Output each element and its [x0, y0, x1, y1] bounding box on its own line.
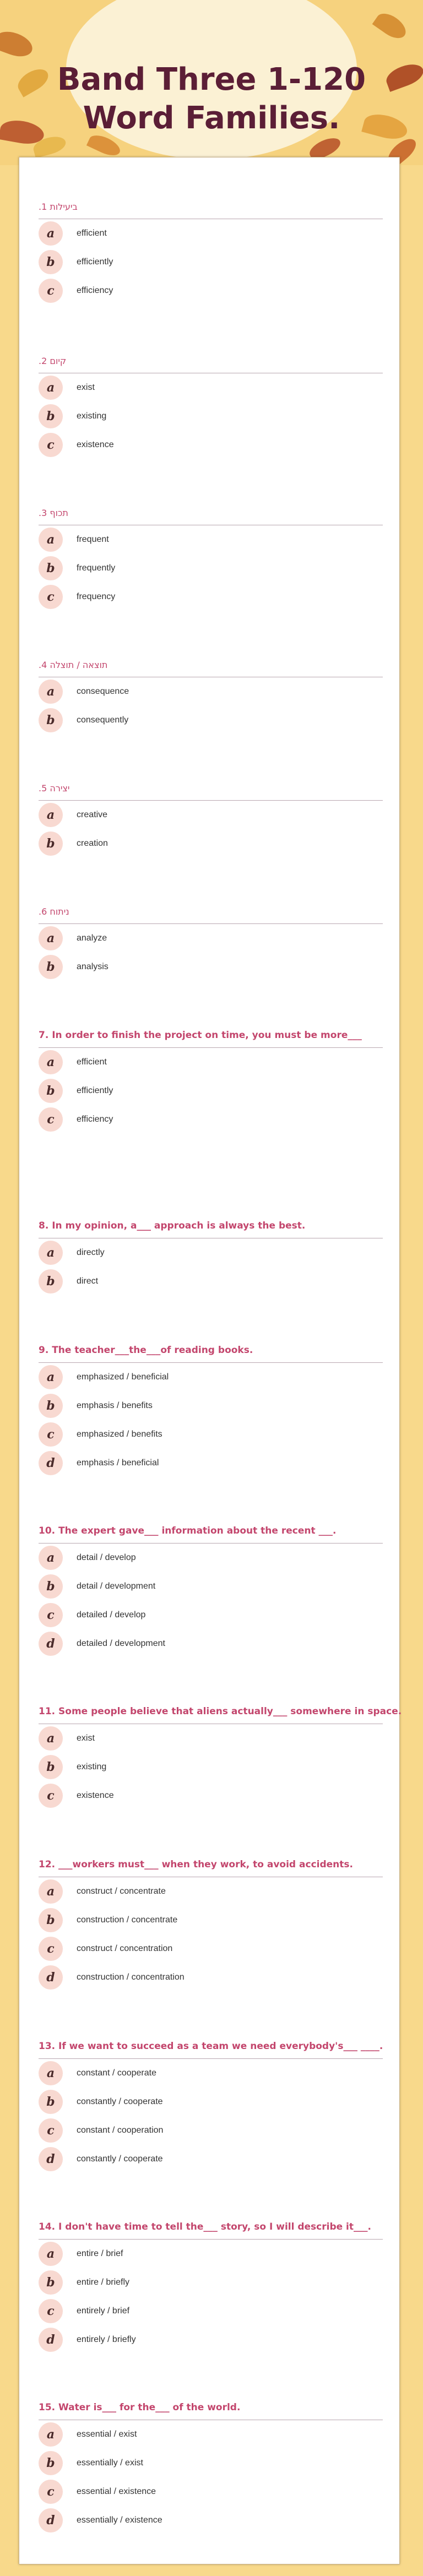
option-letter-badge: b: [39, 1908, 63, 1932]
answer-option[interactable]: [39, 2449, 383, 2477]
answer-option[interactable]: [39, 1267, 383, 1296]
option-label: frequent: [77, 535, 109, 544]
page-title: Band Three 1-120 Word Families.: [57, 62, 366, 136]
answer-option[interactable]: [39, 2420, 383, 2449]
option-letter-badge: c: [39, 1603, 63, 1627]
option-label: entire / briefly: [77, 2278, 130, 2287]
option-letter-badge: d: [39, 1965, 63, 1990]
option-letter-badge: c: [39, 1784, 63, 1808]
answer-option[interactable]: [39, 1601, 383, 1629]
question-title: 10. The expert gave___ information about the recent ___.: [39, 1525, 383, 1544]
option-letter-badge: b: [39, 1755, 63, 1779]
question-title: .2 קיום: [39, 356, 383, 373]
option-label: exist: [77, 383, 95, 392]
option-label: exist: [77, 1733, 95, 1743]
option-letter-badge: c: [39, 2118, 63, 2143]
option-letter-badge: b: [39, 2090, 63, 2114]
answer-option[interactable]: [39, 677, 383, 706]
option-letter-badge: b: [39, 1079, 63, 1103]
question-block: [39, 1345, 383, 1477]
answer-option[interactable]: [39, 1238, 383, 1267]
option-letter-badge: a: [39, 680, 63, 704]
answer-option[interactable]: [39, 248, 383, 276]
option-label: essential / exist: [77, 2430, 137, 2439]
answer-option[interactable]: [39, 2506, 383, 2535]
option-letter-badge: d: [39, 2328, 63, 2352]
question-title: 13. If we want to succeed as a team we need everybody's___ ____.: [39, 2041, 383, 2059]
option-label: construction / concentrate: [77, 1915, 178, 1925]
option-label: existing: [77, 411, 107, 421]
question-title: 8. In my opinion, a___ approach is always the best.: [39, 1220, 383, 1238]
option-letter-badge: a: [39, 1879, 63, 1904]
option-letter-badge: c: [39, 585, 63, 609]
option-letter-badge: c: [39, 433, 63, 457]
option-label: analyze: [77, 933, 107, 943]
question-title: 7. In order to finish the project on time, you must be more___: [39, 1030, 383, 1048]
option-label: construct / concentrate: [77, 1887, 166, 1896]
answer-option[interactable]: [39, 1753, 383, 1781]
quiz-card: [19, 157, 400, 2564]
answer-option[interactable]: [39, 2116, 383, 2145]
option-label: efficiency: [77, 1115, 113, 1124]
option-letter-badge: a: [39, 2422, 63, 2447]
question-block: [39, 2041, 383, 2173]
question-block: [39, 1030, 383, 1134]
question-title: .4 תוצאה / תוצלה: [39, 660, 383, 677]
question-block: [39, 2402, 383, 2535]
leaf-decoration: [372, 9, 410, 43]
option-letter-badge: c: [39, 2299, 63, 2323]
option-label: frequency: [77, 592, 116, 601]
answer-option[interactable]: [39, 1048, 383, 1077]
answer-option[interactable]: [39, 554, 383, 583]
option-letter-badge: b: [39, 708, 63, 732]
answer-option[interactable]: [39, 1449, 383, 1477]
option-label: constant / cooperate: [77, 2068, 156, 2078]
option-letter-badge: a: [39, 1241, 63, 1265]
answer-option[interactable]: [39, 2325, 383, 2354]
answer-option[interactable]: [39, 2145, 383, 2173]
option-letter-badge: b: [39, 1269, 63, 1294]
header-banner: [0, 0, 423, 165]
answer-option[interactable]: [39, 801, 383, 829]
option-letter-badge: c: [39, 2480, 63, 2504]
option-letter-badge: a: [39, 1365, 63, 1389]
option-label: detailed / development: [77, 1639, 165, 1648]
answer-option[interactable]: [39, 1077, 383, 1105]
option-letter-badge: d: [39, 1451, 63, 1475]
question-block: [39, 1525, 383, 1658]
option-label: efficiently: [77, 1086, 113, 1095]
option-letter-badge: a: [39, 926, 63, 950]
answer-option[interactable]: [39, 1934, 383, 1963]
option-label: consequently: [77, 715, 129, 725]
question-title: .3 תכוף: [39, 508, 383, 525]
answer-option[interactable]: [39, 1363, 383, 1392]
option-label: constantly / cooperate: [77, 2097, 163, 2106]
option-label: consequence: [77, 687, 129, 696]
option-label: analysis: [77, 962, 109, 971]
option-letter-badge: c: [39, 1937, 63, 1961]
option-letter-badge: b: [39, 832, 63, 856]
answer-option[interactable]: [39, 2297, 383, 2325]
answer-option[interactable]: [39, 2268, 383, 2297]
answer-option[interactable]: [39, 402, 383, 431]
question-block: [39, 660, 383, 735]
option-label: entirely / brief: [77, 2306, 130, 2316]
answer-option[interactable]: [39, 706, 383, 735]
question-block: [39, 1220, 383, 1296]
option-label: construction / concentration: [77, 1972, 185, 1982]
question-block: [39, 508, 383, 611]
answer-option[interactable]: [39, 2240, 383, 2268]
answer-option[interactable]: [39, 1724, 383, 1753]
answer-option[interactable]: [39, 924, 383, 953]
option-letter-badge: b: [39, 2451, 63, 2475]
option-letter-badge: a: [39, 2061, 63, 2085]
option-letter-badge: b: [39, 1394, 63, 1418]
option-letter-badge: c: [39, 1422, 63, 1447]
option-letter-badge: d: [39, 2508, 63, 2532]
answer-option[interactable]: [39, 219, 383, 248]
answer-option[interactable]: [39, 1392, 383, 1420]
option-letter-badge: c: [39, 279, 63, 303]
answer-option[interactable]: [39, 1420, 383, 1449]
answer-option[interactable]: [39, 1544, 383, 1572]
option-letter-badge: b: [39, 2270, 63, 2295]
option-label: creative: [77, 810, 108, 819]
option-label: essentially / exist: [77, 2458, 143, 2468]
option-label: emphasized / benefits: [77, 1430, 162, 1439]
option-letter-badge: b: [39, 404, 63, 428]
option-letter-badge: b: [39, 556, 63, 580]
question-block: [39, 1859, 383, 1992]
option-label: essential / existence: [77, 2487, 156, 2496]
option-letter-badge: a: [39, 1546, 63, 1570]
option-letter-badge: b: [39, 955, 63, 979]
option-label: entirely / briefly: [77, 2335, 136, 2344]
option-label: emphasis / benefits: [77, 1401, 153, 1410]
option-label: construct / concentration: [77, 1944, 173, 1953]
answer-option[interactable]: [39, 1906, 383, 1934]
option-letter-badge: a: [39, 221, 63, 246]
answer-option[interactable]: [39, 2088, 383, 2116]
answer-option[interactable]: [39, 1629, 383, 1658]
option-label: constantly / cooperate: [77, 2154, 163, 2164]
option-letter-badge: d: [39, 2147, 63, 2171]
answer-option[interactable]: [39, 373, 383, 402]
option-label: constant / cooperation: [77, 2126, 164, 2135]
option-label: efficient: [77, 229, 107, 238]
option-letter-badge: a: [39, 2242, 63, 2266]
option-label: efficient: [77, 1057, 107, 1067]
question-block: [39, 2221, 383, 2354]
option-label: detail / develop: [77, 1553, 136, 1562]
option-letter-badge: d: [39, 1632, 63, 1656]
option-letter-badge: c: [39, 1107, 63, 1132]
option-label: directly: [77, 1248, 105, 1257]
question-title: 9. The teacher___the___of reading books.: [39, 1345, 383, 1363]
answer-option[interactable]: [39, 953, 383, 981]
option-letter-badge: a: [39, 1726, 63, 1751]
answer-option[interactable]: [39, 1781, 383, 1810]
answer-option[interactable]: [39, 431, 383, 459]
question-block: [39, 202, 383, 305]
option-letter-badge: a: [39, 1050, 63, 1074]
answer-option[interactable]: [39, 2059, 383, 2088]
option-letter-badge: a: [39, 376, 63, 400]
option-letter-badge: a: [39, 528, 63, 552]
option-label: creation: [77, 839, 108, 848]
answer-option[interactable]: [39, 829, 383, 858]
option-label: entire / brief: [77, 2249, 123, 2258]
question-title: .5 יצירה: [39, 783, 383, 801]
question-block: [39, 1706, 402, 1810]
option-label: detail / development: [77, 1582, 156, 1591]
option-label: emphasis / beneficial: [77, 1458, 159, 1468]
question-title: 15. Water is___ for the___ of the world.: [39, 2402, 383, 2420]
option-label: direct: [77, 1276, 99, 1286]
question-block: [39, 906, 383, 981]
option-label: efficiently: [77, 257, 113, 267]
answer-option[interactable]: [39, 525, 383, 554]
option-label: emphasized / beneficial: [77, 1372, 169, 1382]
leaf-decoration: [0, 27, 36, 61]
option-label: essentially / existence: [77, 2515, 162, 2525]
answer-option[interactable]: [39, 1963, 383, 1992]
option-label: frequently: [77, 563, 116, 573]
answer-option[interactable]: [39, 276, 383, 305]
question-block: [39, 783, 383, 858]
answer-option[interactable]: [39, 583, 383, 611]
question-title: 14. I don't have time to tell the___ story, so I will describe it___.: [39, 2221, 383, 2240]
option-letter-badge: a: [39, 803, 63, 827]
option-letter-badge: b: [39, 1574, 63, 1599]
option-letter-badge: b: [39, 250, 63, 274]
answer-option[interactable]: [39, 1572, 383, 1601]
answer-option[interactable]: [39, 1877, 383, 1906]
question-title: .1 ביעילות: [39, 202, 383, 219]
question-title: 11. Some people believe that aliens actually___ somewhere in space.: [39, 1706, 383, 1724]
question-title: 12. ___workers must___ when they work, to avoid accidents.: [39, 1859, 383, 1877]
option-label: efficiency: [77, 286, 113, 295]
answer-option[interactable]: [39, 2477, 383, 2506]
answer-option[interactable]: [39, 1105, 383, 1134]
question-title: .6 ניתוח: [39, 906, 383, 924]
question-block: [39, 356, 383, 459]
option-label: detailed / develop: [77, 1610, 146, 1619]
option-label: existence: [77, 1791, 114, 1800]
option-label: existence: [77, 440, 114, 449]
option-label: existing: [77, 1762, 107, 1771]
